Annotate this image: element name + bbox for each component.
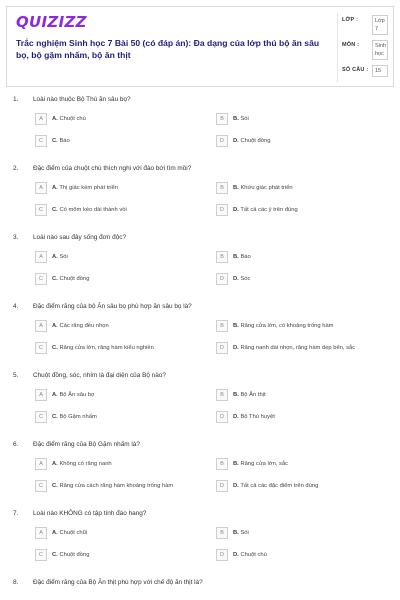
option-text [233, 527, 249, 539]
option-text [233, 320, 334, 332]
option-letter-box: A [35, 527, 47, 539]
option-prefix: C. [52, 207, 58, 213]
question-text: Loài nào KHÔNG có tập tính đào hang? [33, 510, 147, 517]
option-prefix: A. [52, 530, 58, 536]
option-letter-box: C [35, 204, 47, 216]
option-text [52, 113, 86, 125]
question-number: 2. [13, 165, 19, 172]
option-text [52, 320, 109, 332]
option-letter-box: D [216, 411, 228, 423]
option-letter-box: A [35, 182, 47, 194]
option-label: Răng cửa lớn, sắc [240, 461, 289, 467]
option-label: Có mõm kéo dài thành vòi [59, 207, 127, 213]
question-number: 3. [13, 234, 19, 241]
option-label: Bộ Thú huyệt [240, 414, 275, 420]
option-text [233, 411, 275, 423]
option-label: Bộ Ăn thịt [240, 392, 266, 398]
option-prefix: D. [233, 414, 239, 420]
option-label: Sóc [240, 276, 251, 282]
question-text: Đặc điểm răng của Bộ Ăn thịt phù hợp với chế độ ăn thịt là? [33, 579, 203, 586]
option-text [52, 182, 118, 194]
option-label: Thị giác kém phát triển [59, 185, 118, 191]
option-prefix: B. [233, 323, 239, 329]
option-prefix: B. [233, 254, 239, 260]
option-label: Chuột chù [240, 552, 267, 558]
option-text [52, 527, 87, 539]
option-letter-box: B [216, 458, 228, 470]
option-text [52, 458, 112, 470]
question-number: 5. [13, 372, 19, 379]
option-letter-box: C [35, 273, 47, 285]
quizizz-logo[interactable]: QUIZIZZ [16, 13, 87, 31]
option-text [52, 273, 89, 285]
question-number: 6. [13, 441, 19, 448]
option-text [52, 411, 97, 423]
option-letter-box: C [35, 549, 47, 561]
option-label: Chuột đồng [59, 276, 90, 282]
option-text [233, 389, 266, 401]
option-label: Các răng đều nhọn [59, 323, 109, 329]
option-text [233, 135, 270, 147]
question-number: 8. [13, 579, 19, 586]
option-prefix: D. [233, 138, 239, 144]
option-label: Chuột chù [59, 116, 86, 122]
option-label: Tất cả các ý trên đúng [240, 207, 298, 213]
option-letter-box: C [35, 411, 47, 423]
option-label: Răng nanh dài nhọn, răng hàm dẹp bên, sắc [240, 345, 356, 351]
option-prefix: B. [233, 116, 239, 122]
quiz-title: Trắc nghiệm Sinh học 7 Bài 50 (có đáp án): Đa dạng của lớp thú bộ ăn sâu bọ, bộ gặm nhấm, bộ ăn thịt [16, 38, 320, 60]
option-prefix: A. [52, 323, 58, 329]
option-text [52, 342, 154, 354]
option-letter-box: D [216, 480, 228, 492]
option-label: Bộ Gặm nhấm [59, 414, 97, 420]
option-label: Chuột đồng [240, 138, 271, 144]
option-letter-box: A [35, 251, 47, 263]
quiz-header [6, 6, 394, 87]
option-letter-box: C [35, 342, 47, 354]
option-prefix: C. [52, 414, 58, 420]
question-text: Chuột đồng, sóc, nhím là đại diện của Bộ nào? [33, 372, 166, 379]
option-label: Báo [59, 138, 70, 144]
option-prefix: D. [233, 552, 239, 558]
option-prefix: C. [52, 552, 58, 558]
option-label: Sói [240, 530, 249, 536]
question-count-value: 15 [372, 65, 388, 77]
option-label: Bộ Ăn sâu bọ [59, 392, 95, 398]
option-text [52, 135, 70, 147]
option-letter-box: D [216, 204, 228, 216]
meta-divider [337, 13, 338, 82]
option-text [233, 204, 298, 216]
option-letter-box: B [216, 320, 228, 332]
question-text: Loài nào thuộc Bộ Thú ăn sâu bọ? [33, 96, 131, 103]
grade-value: Lớp 7 [372, 15, 388, 35]
question-number: 7. [13, 510, 19, 517]
option-prefix: D. [233, 483, 239, 489]
option-prefix: B. [233, 185, 239, 191]
option-text [233, 480, 318, 492]
option-text [233, 251, 251, 263]
option-text [233, 182, 293, 194]
option-label: Răng cửa cách răng hàm khoảng trống hàm [59, 483, 174, 489]
option-text [233, 273, 250, 285]
question-count-label: SỐ CÂU : [342, 67, 369, 73]
option-letter-box: A [35, 320, 47, 332]
option-letter-box: B [216, 113, 228, 125]
option-label: Tất cả các đặc điểm trên đúng [240, 483, 319, 489]
option-prefix: B. [233, 392, 239, 398]
subject-value: Sinh học [372, 40, 388, 60]
option-text [233, 342, 355, 354]
option-letter-box: D [216, 135, 228, 147]
option-text [52, 549, 89, 561]
option-prefix: B. [233, 461, 239, 467]
option-label: Sói [59, 254, 68, 260]
option-letter-box: D [216, 549, 228, 561]
subject-label: MÔN : [342, 42, 360, 48]
option-label: Khứu giác phát triển [240, 185, 293, 191]
question-text: Loài nào sau đây sống đơn độc? [33, 234, 127, 241]
option-text [233, 113, 249, 125]
option-text [52, 480, 173, 492]
option-label: Chuột chũi [59, 530, 88, 536]
option-letter-box: B [216, 527, 228, 539]
option-prefix: C. [52, 345, 58, 351]
option-letter-box: B [216, 182, 228, 194]
grade-label: LỚP : [342, 17, 358, 23]
question-number: 4. [13, 303, 19, 310]
option-prefix: C. [52, 276, 58, 282]
option-prefix: A. [52, 461, 58, 467]
option-letter-box: A [35, 458, 47, 470]
question-text: Đặc điểm răng của bộ Ăn sâu bọ phù hợp ăn sâu bọ là? [33, 303, 192, 310]
option-letter-box: D [216, 273, 228, 285]
option-label: Sói [240, 116, 249, 122]
option-letter-box: C [35, 135, 47, 147]
option-prefix: D. [233, 345, 239, 351]
option-prefix: D. [233, 207, 239, 213]
question-text: Đặc điểm của chuột chù thích nghi với đào bới tìm mồi? [33, 165, 192, 172]
option-letter-box: B [216, 389, 228, 401]
option-prefix: A. [52, 392, 58, 398]
option-label: Răng cửa lớn, răng hàm kiểu nghiền [59, 345, 154, 351]
question-number: 1. [13, 96, 19, 103]
option-letter-box: D [216, 342, 228, 354]
option-text [52, 251, 68, 263]
option-label: Chuột đồng [59, 552, 90, 558]
option-text [52, 204, 127, 216]
option-text [233, 458, 288, 470]
option-text [233, 549, 267, 561]
option-prefix: D. [233, 276, 239, 282]
option-prefix: C. [52, 483, 58, 489]
option-text [52, 389, 94, 401]
option-letter-box: C [35, 480, 47, 492]
option-prefix: A. [52, 254, 58, 260]
option-prefix: C. [52, 138, 58, 144]
option-letter-box: A [35, 389, 47, 401]
option-letter-box: A [35, 113, 47, 125]
option-label: Báo [240, 254, 251, 260]
option-prefix: A. [52, 116, 58, 122]
option-label: Răng cửa lớn, có khoảng trống hàm [240, 323, 334, 329]
option-prefix: B. [233, 530, 239, 536]
option-prefix: A. [52, 185, 58, 191]
option-label: Không có răng nanh [59, 461, 112, 467]
option-letter-box: B [216, 251, 228, 263]
question-text: Đặc điểm răng của Bộ Gặm nhấm là? [33, 441, 140, 448]
